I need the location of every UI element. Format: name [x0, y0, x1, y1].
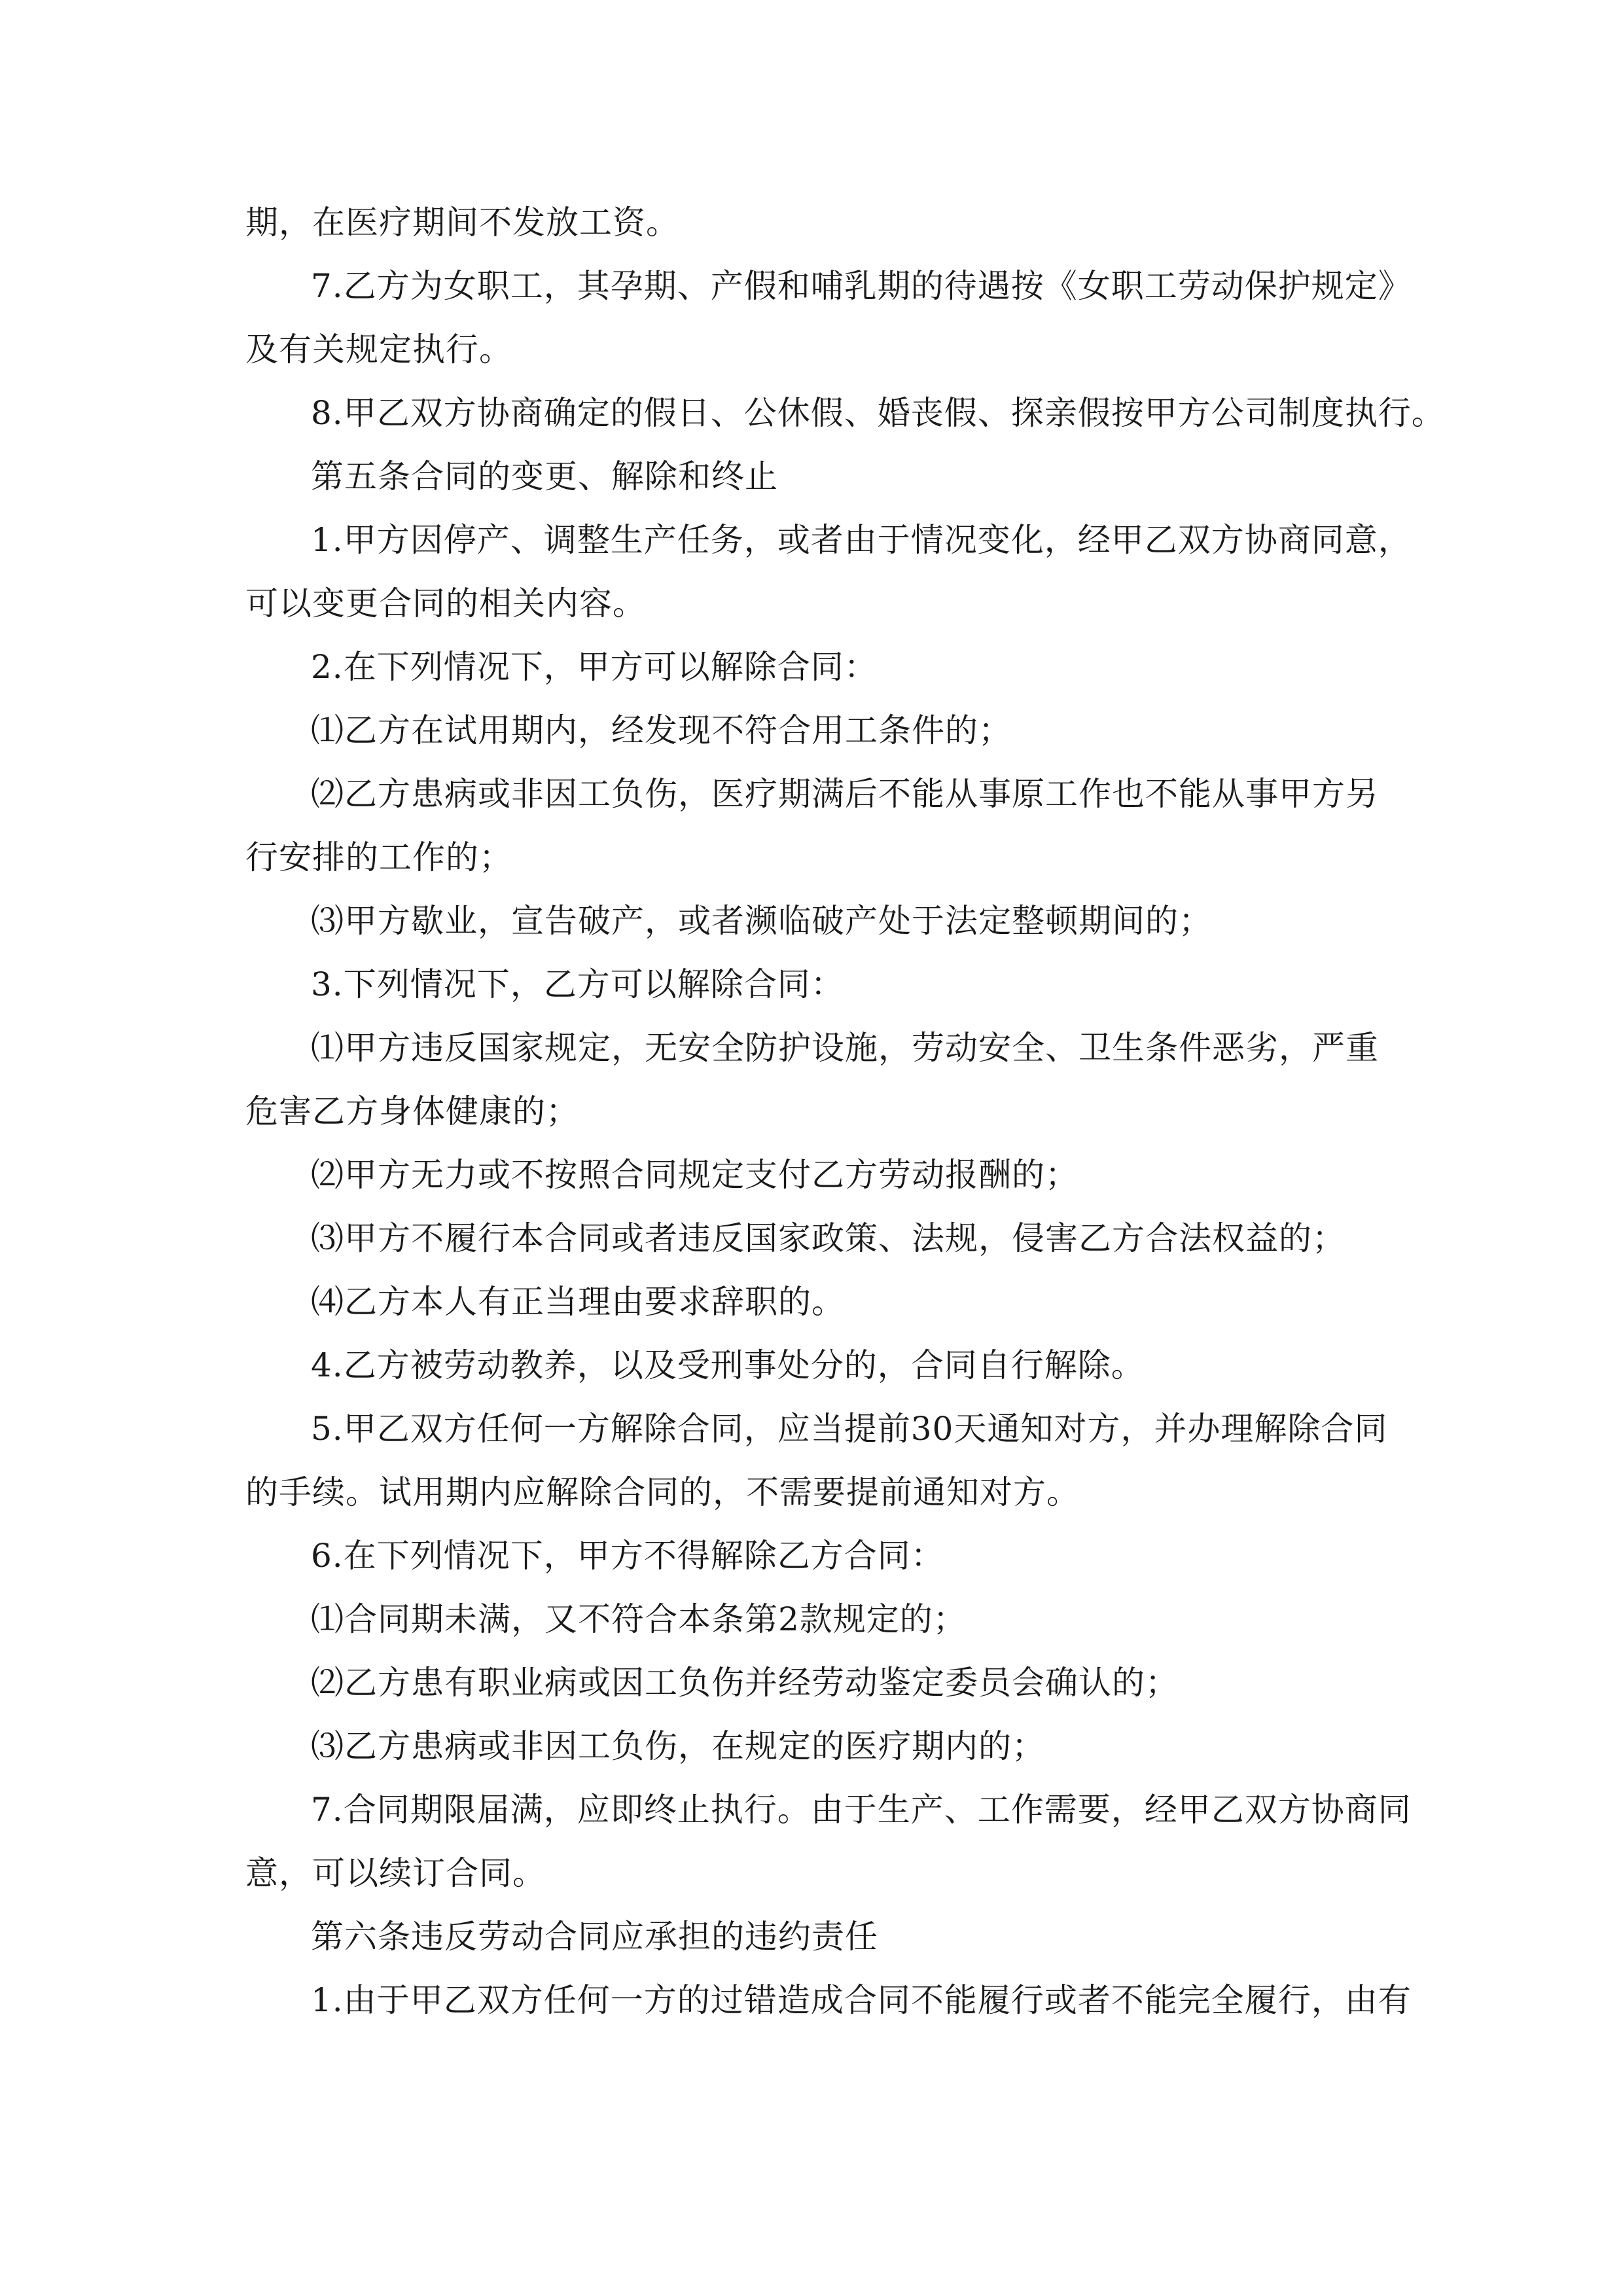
text-line: 2.在下列情况下，甲方可以解除合同： [311, 648, 878, 686]
text-line: 7.乙方为女职工，其孕期、产假和哺乳期的待遇按《女职工劳动保护规定》 [311, 267, 1412, 305]
text-line: ⑵乙方患病或非因工负伤，医疗期满后不能从事原工作也不能从事甲方另 [311, 775, 1379, 813]
text-line: 6.在下列情况下，甲方不得解除乙方合同： [311, 1537, 944, 1575]
text-line: ⑴甲方违反国家规定，无安全防护设施，劳动安全、卫生条件恶劣，严重 [311, 1029, 1379, 1067]
text-line: 3.下列情况下，乙方可以解除合同： [311, 965, 844, 1003]
text-line: 可以变更合同的相关内容。 [245, 584, 646, 622]
text-line: ⑶甲方歇业，宣告破产，或者濒临破产处于法定整顿期间的； [311, 902, 1212, 940]
text-line: 8.甲乙双方协商确定的假日、公休假、婚丧假、探亲假按甲方公司制度执行。 [311, 394, 1445, 432]
text-line: 及有关规定执行。 [245, 331, 512, 368]
text-line: 4.乙方被劳动教养，以及受刑事处分的，合同自行解除。 [311, 1346, 1145, 1384]
text-line: 危害乙方身体健康的； [245, 1092, 579, 1130]
text-line: ⑷乙方本人有正当理由要求辞职的。 [311, 1283, 845, 1321]
text-line: 1.由于甲乙双方任何一方的过错造成合同不能履行或者不能完全履行，由有 [311, 1981, 1412, 2019]
text-line: 7.合同期限届满，应即终止执行。由于生产、工作需要，经甲乙双方协商同 [311, 1791, 1412, 1829]
text-line: 行安排的工作的； [245, 838, 512, 876]
text-line: 意，可以续订合同。 [245, 1854, 546, 1892]
text-line: ⑶甲方不履行本合同或者违反国家政策、法规，侵害乙方合法权益的； [311, 1219, 1346, 1257]
text-line: ⑶乙方患病或非因工负伤，在规定的医疗期内的； [311, 1727, 1045, 1765]
text-line: 期，在医疗期间不发放工资。 [245, 204, 679, 242]
section-heading: 第六条违反劳动合同应承担的违约责任 [311, 1918, 878, 1956]
text-line: ⑵乙方患有职业病或因工负伤并经劳动鉴定委员会确认的； [311, 1664, 1179, 1702]
text-line: 1.甲方因停产、调整生产任务，或者由于情况变化，经甲乙双方协商同意， [311, 521, 1412, 559]
section-heading: 第五条合同的变更、解除和终止 [311, 457, 778, 495]
text-line: ⑴乙方在试用期内，经发现不符合用工条件的； [311, 711, 1012, 749]
text-line: ⑵甲方无力或不按照合同规定支付乙方劳动报酬的； [311, 1156, 1079, 1194]
text-line: 的手续。试用期内应解除合同的，不需要提前通知对方。 [245, 1473, 1080, 1511]
text-line: 5.甲乙双方任何一方解除合同，应当提前30天通知对方，并办理解除合同 [311, 1410, 1388, 1448]
text-line: ⑴合同期未满，又不符合本条第2款规定的； [311, 1600, 967, 1638]
